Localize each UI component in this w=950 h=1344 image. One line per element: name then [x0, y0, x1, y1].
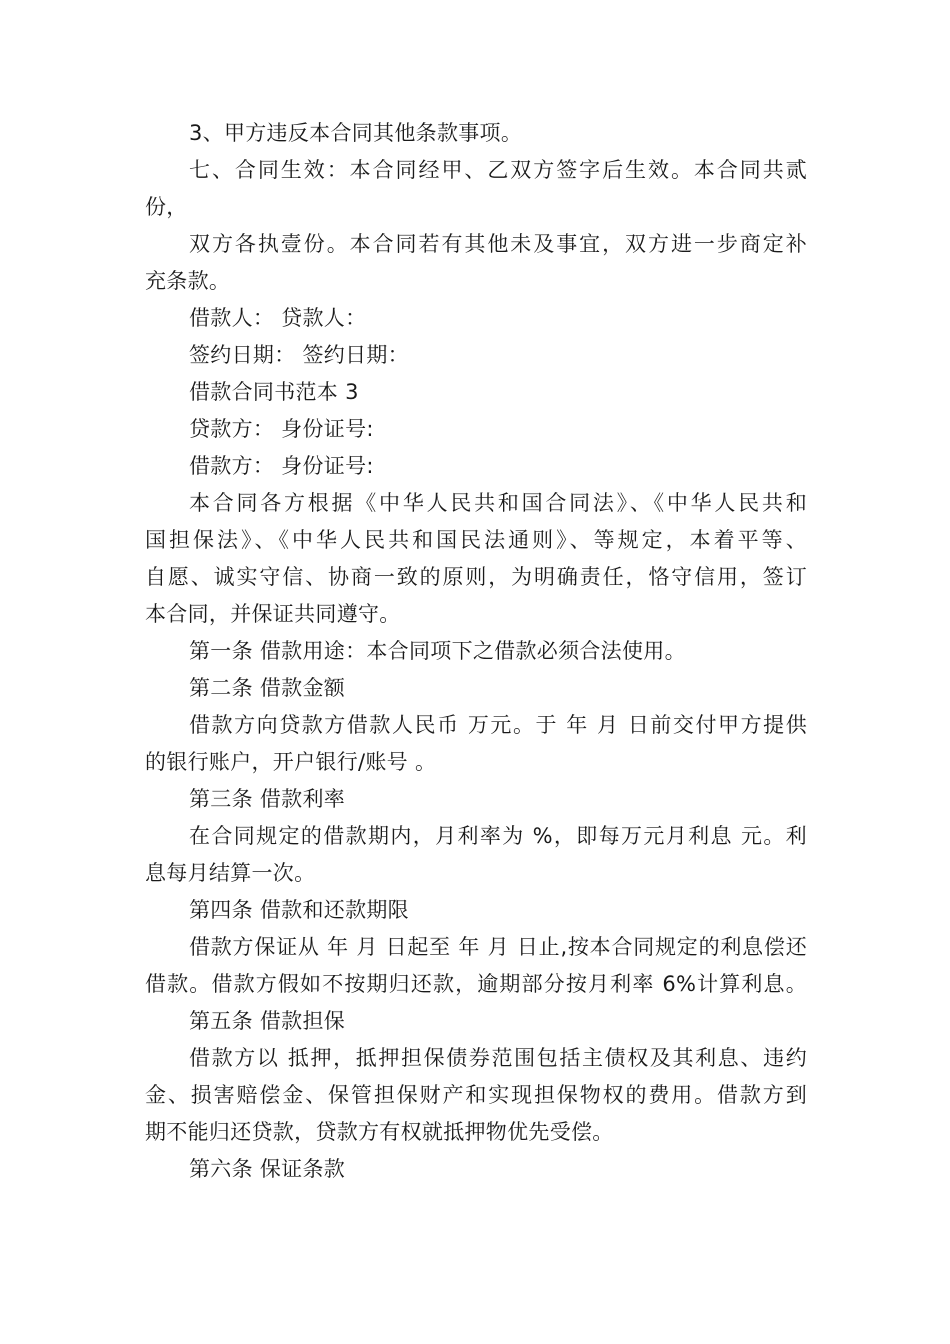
- article-heading: 第五条 借款担保: [189, 1009, 346, 1033]
- text-line: 七、合同生效：本合同经甲、乙双方签字后生效。本合同共贰: [189, 158, 807, 182]
- text-line: 充条款。: [145, 269, 231, 293]
- text-line: 在合同规定的借款期内，月利率为 %，即每万元月利息 元。利: [189, 824, 807, 848]
- text-line: 双方各执壹份。本合同若有其他未及事宜，双方进一步商定补: [189, 232, 807, 256]
- text-line: 借款。借款方假如不按期归还款，逾期部分按月利率 6%计算利息。: [145, 972, 807, 996]
- text-line: 借款人： 贷款人：: [189, 306, 367, 330]
- text-line: 借款方保证从 年 月 日起至 年 月 日止,按本合同规定的利息偿还: [189, 935, 807, 959]
- text-line: 本合同各方根据《中华人民共和国合同法》、《中华人民共和: [189, 491, 807, 515]
- text-line: 期不能归还贷款，贷款方有权就抵押物优先受偿。: [145, 1120, 614, 1144]
- article-heading: 第二条 借款金额: [189, 676, 346, 700]
- text-line: 份，: [145, 195, 188, 219]
- text-line: 金、损害赔偿金、保管担保财产和实现担保物权的费用。借款方到: [145, 1083, 807, 1107]
- text-line: 贷款方： 身份证号:: [189, 417, 374, 441]
- text-line: 本合同，并保证共同遵守。: [145, 602, 401, 626]
- text-line: 借款方以 抵押，抵押担保债券范围包括主债权及其利息、违约: [189, 1046, 807, 1070]
- article-heading: 第三条 借款利率: [189, 787, 346, 811]
- text-line: 息每月结算一次。: [145, 861, 316, 885]
- article-heading: 第六条 保证条款: [189, 1157, 346, 1181]
- section-title: 借款合同书范本 3: [189, 380, 359, 404]
- text-line: 的银行账户，开户银行/账号 。: [145, 750, 437, 774]
- text-line: 自愿、诚实守信、协商一致的原则，为明确责任，恪守信用，签订: [145, 565, 807, 589]
- text-line: 借款方向贷款方借款人民币 万元。于 年 月 日前交付甲方提供: [189, 713, 807, 737]
- text-line: 借款方： 身份证号:: [189, 454, 374, 478]
- article-heading: 第四条 借款和还款期限: [189, 898, 409, 922]
- text-line: 3、甲方违反本合同其他条款事项。: [189, 121, 523, 145]
- document-body: [145, 115, 807, 1188]
- text-line: 签约日期： 签约日期：: [189, 343, 409, 367]
- text-line: 国担保法》、《中华人民共和国民法通则》、等规定，本着平等、: [145, 528, 807, 552]
- article-heading: 第一条 借款用途：本合同项下之借款必须合法使用。: [189, 639, 686, 663]
